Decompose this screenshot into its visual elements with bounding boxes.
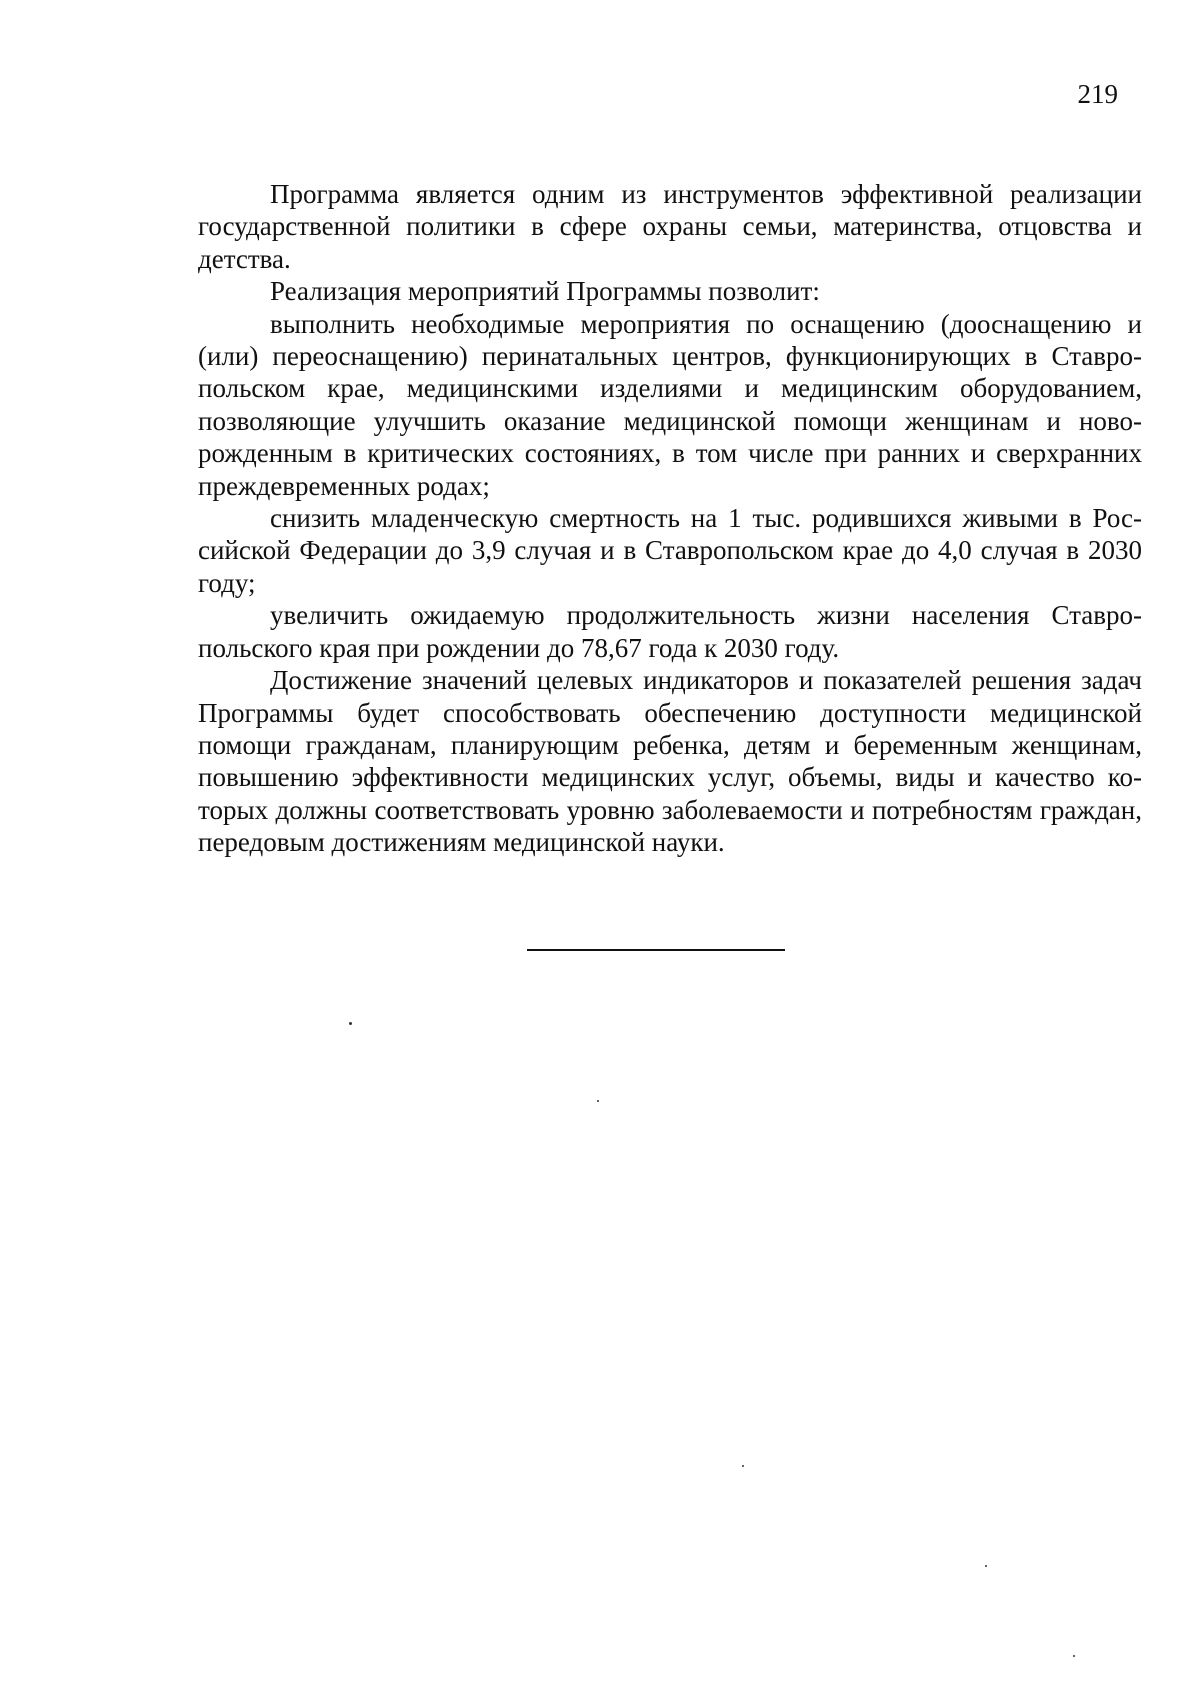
page-number: 219: [1077, 79, 1118, 109]
paragraph: Программа является одним из инструментов эффективной реализации государственной политики в сфере охраны семьи, материнства, отцовства и детства.: [198, 179, 1142, 274]
scan-speck: [742, 1465, 744, 1467]
scan-speck: [597, 1100, 599, 1102]
scan-speck: [1073, 1655, 1075, 1657]
paragraph: увеличить ожидаемую продолжительность жизни населения Ставропольского края при рождении до 78,67 года к 2030 году.: [198, 600, 1142, 663]
end-divider-line: [527, 949, 785, 951]
paragraph: Реализация мероприятий Программы позволит:: [270, 276, 820, 307]
body-text: [198, 178, 1142, 859]
scan-speck: [985, 1565, 987, 1567]
scan-speck: [349, 1022, 352, 1025]
paragraph: Достижение значений целевых индикаторов и показателей решения задач Программы будет способствовать обеспечению доступности медицинской помощи гражданам, планирующим ребенка, детям и беременным женщинам, повышению эффективности медицинских услуг, объемы, виды и качество которых должны соответствовать уровню заболеваемости и потребностям граждан, передовым достижениям медицинской науки.: [198, 665, 1142, 858]
paragraph: снизить младенческую смертность на 1 тыс. родившихся живыми в Российской Федерации до 3,9 случая и в Ставропольском крае до 4,0 случая в 2030 году;: [198, 503, 1142, 598]
paragraph: выполнить необходимые мероприятия по оснащению (дооснащению и (или) переоснащению) перинатальных центров, функционирующих в Ставропольском крае, медицинскими изделиями и медицинским оборудованием, позволяющие улучшить оказание медицинской помощи женщинам и новорожденным в критических состояниях, в том числе при ранних и сверхранних преждевременных родах;: [198, 308, 1142, 501]
